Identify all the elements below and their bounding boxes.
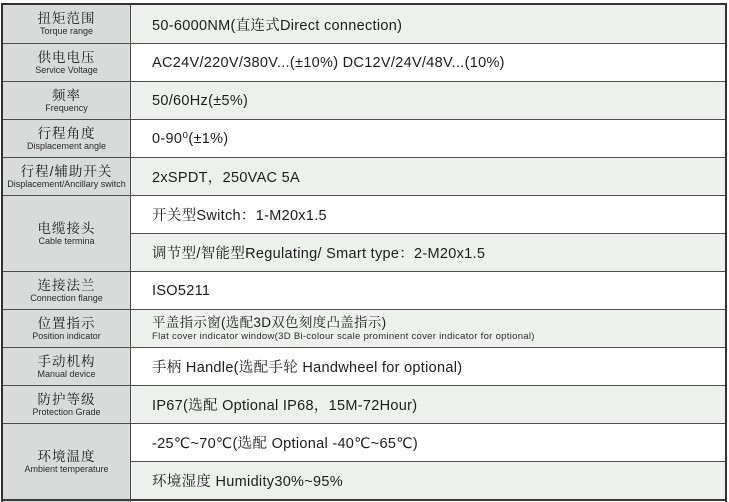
label-zh-cable-terminal: 电缆接头 — [37, 220, 96, 236]
spec-value-ambient-humidity: 环境湿度 Humidity30%~95% — [131, 461, 725, 499]
label-en-ambient-temperature: Ambient temperature — [24, 463, 109, 474]
label-zh-manual-device: 手动机构 — [37, 353, 96, 369]
label-en-manual-device: Manual device — [37, 368, 96, 379]
spec-label-connection-flange — [3, 271, 131, 309]
spec-value-ambient-temperature: -25℃~70℃(选配 Optional -40℃~65℃) — [131, 423, 725, 461]
spec-label-displacement-angle — [3, 119, 131, 157]
label-zh-connection-flange: 连接法兰 — [37, 277, 96, 293]
spec-label-service-voltage — [3, 43, 131, 81]
label-zh-position-indicator: 位置指示 — [37, 315, 96, 331]
spec-value-connection-flange: ISO5211 — [131, 271, 725, 309]
label-zh-ancillary-switch: 行程/辅助开关 — [20, 163, 113, 179]
spec-value-protection-grade: IP67(选配 Optional IP68，15M-72Hour) — [131, 385, 725, 423]
label-en-frequency: Frequency — [45, 102, 88, 113]
specification-table — [1, 3, 727, 502]
spec-label-ambient-temperature — [3, 423, 131, 499]
label-en-ancillary-switch: Displacement/Ancillary switch — [7, 178, 126, 189]
spec-label-manual-device — [3, 347, 131, 385]
spec-label-ancillary-switch — [3, 157, 131, 195]
spec-label-position-indicator — [3, 309, 131, 347]
label-en-protection-grade: Protection Grade — [32, 406, 101, 417]
spec-value-frequency: 50/60Hz(±5%) — [131, 81, 725, 119]
label-en-displacement-angle: Displacement angle — [26, 140, 107, 151]
label-zh-protection-grade: 防护等级 — [37, 391, 96, 407]
spec-label-cable-terminal — [3, 195, 131, 271]
spec-value-manual-device: 手柄 Handle(选配手轮 Handwheel for optional) — [131, 347, 725, 385]
label-zh-displacement-angle: 行程角度 — [37, 125, 96, 141]
spec-value-service-voltage: AC24V/220V/380V...(±10%) DC12V/24V/48V...(10%) — [131, 43, 725, 81]
spec-label-torque-range — [3, 5, 131, 43]
label-zh-frequency: 频率 — [52, 87, 81, 103]
spec-value-cable-regulating-type: 调节型/智能型Regulating/ Smart type：2-M20x1.5 — [131, 233, 725, 271]
spec-value-displacement-angle: 0-90⁰(±1%) — [131, 119, 725, 157]
label-en-service-voltage: Service Voltage — [35, 64, 98, 75]
label-zh-ambient-temperature: 环境温度 — [37, 448, 96, 464]
position-indicator-zh: 平盖指示窗(选配3D双色刻度凸盖指示) — [152, 314, 387, 330]
spec-label-frequency — [3, 81, 131, 119]
label-zh-service-voltage: 供电电压 — [37, 49, 96, 65]
label-en-connection-flange: Connection flange — [30, 292, 103, 303]
label-en-cable-terminal: Cable termina — [38, 235, 95, 246]
spec-label-protection-grade — [3, 385, 131, 423]
label-en-position-indicator: Position indicator — [32, 330, 101, 341]
position-indicator-en: Flat cover indicator window(3D Bi-colour scale prominent cover indicator for optional) — [152, 330, 535, 342]
spec-value-ancillary-switch: 2xSPDT，250VAC 5A — [131, 157, 725, 195]
label-en-torque-range: Torque range — [39, 26, 94, 37]
spec-value-position-indicator — [131, 309, 725, 347]
spec-value-torque-range: 50-6000NM(直连式Direct connection) — [131, 5, 725, 43]
spec-value-cable-switch-type: 开关型Switch：1-M20x1.5 — [131, 195, 725, 233]
label-zh-torque-range: 扭矩范围 — [37, 11, 96, 27]
